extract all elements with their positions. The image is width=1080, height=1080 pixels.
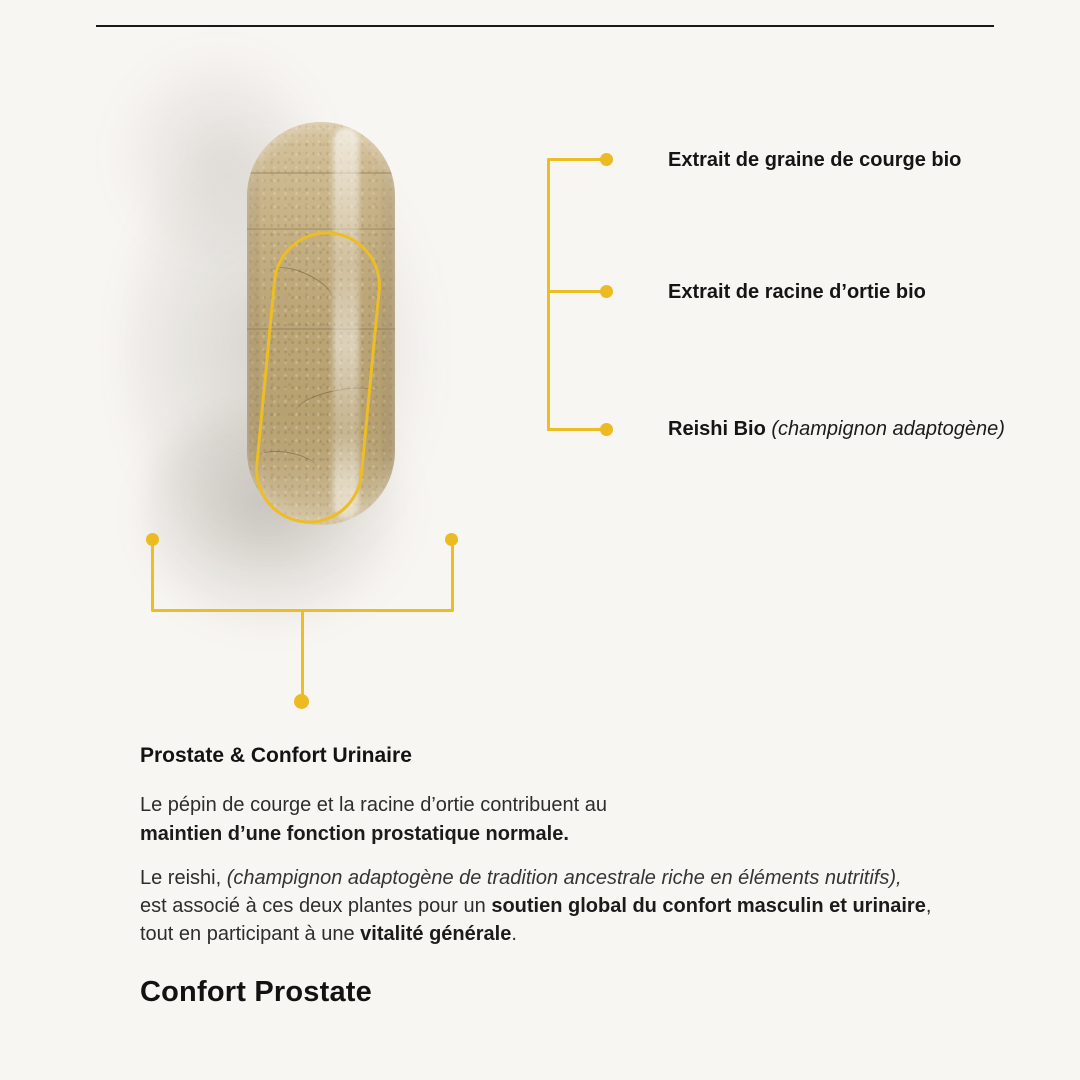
paragraph-line [140,791,607,820]
connector-dot [294,694,309,709]
paragraph-line [140,920,931,948]
text-regular: . [511,923,517,945]
ingredient-label-nettle [668,279,926,305]
text-regular: Le reishi, [140,867,227,889]
benefit-paragraph-2 [140,864,931,948]
product-title: Confort Prostate [140,976,372,1008]
text-regular: Le pépin de courge et la racine d’ortie contribuent au [140,794,607,816]
paragraph-line [140,864,931,892]
ingredient-label-reishi [668,416,1005,442]
ingredient-name: Extrait de graine de courge bio [668,149,962,171]
text-italic: (champignon adaptogène de tradition ancestrale riche en éléments nutritifs), [226,867,902,889]
ingredient-name: Extrait de racine d’ortie bio [668,281,926,303]
callout-vertical-line [547,158,550,431]
bracket-right-line [451,545,454,611]
capsule-seam-line [247,228,395,230]
benefit-heading: Prostate & Confort Urinaire [140,744,412,767]
bracket-left-line [151,545,154,611]
connector-dot [600,285,613,298]
capsule-seam-line [247,172,395,174]
paragraph-line [140,820,607,849]
ingredient-label-pumpkin [668,147,961,173]
callout-branch-1 [547,158,601,161]
text-regular: tout en participant à une [140,923,361,945]
bracket-stem [301,609,304,696]
benefit-paragraph-1 [140,791,607,849]
connector-dot [600,153,613,166]
callout-branch-2 [547,290,601,293]
text-bold: soutien global du confort masculin et urinaire [491,895,926,917]
text-bold: maintien d’une fonction prostatique normale. [140,823,569,845]
paragraph-line [140,892,931,920]
ingredient-name: Reishi Bio [668,418,766,440]
text-regular: est associé à ces deux plantes pour un [140,895,492,917]
text-bold: vitalité générale [360,923,512,945]
ingredient-detail: (champignon adaptogène) [765,418,1005,440]
top-divider [96,25,994,27]
callout-branch-3 [547,428,601,431]
connector-dot [600,423,613,436]
text-regular: , [925,895,932,917]
